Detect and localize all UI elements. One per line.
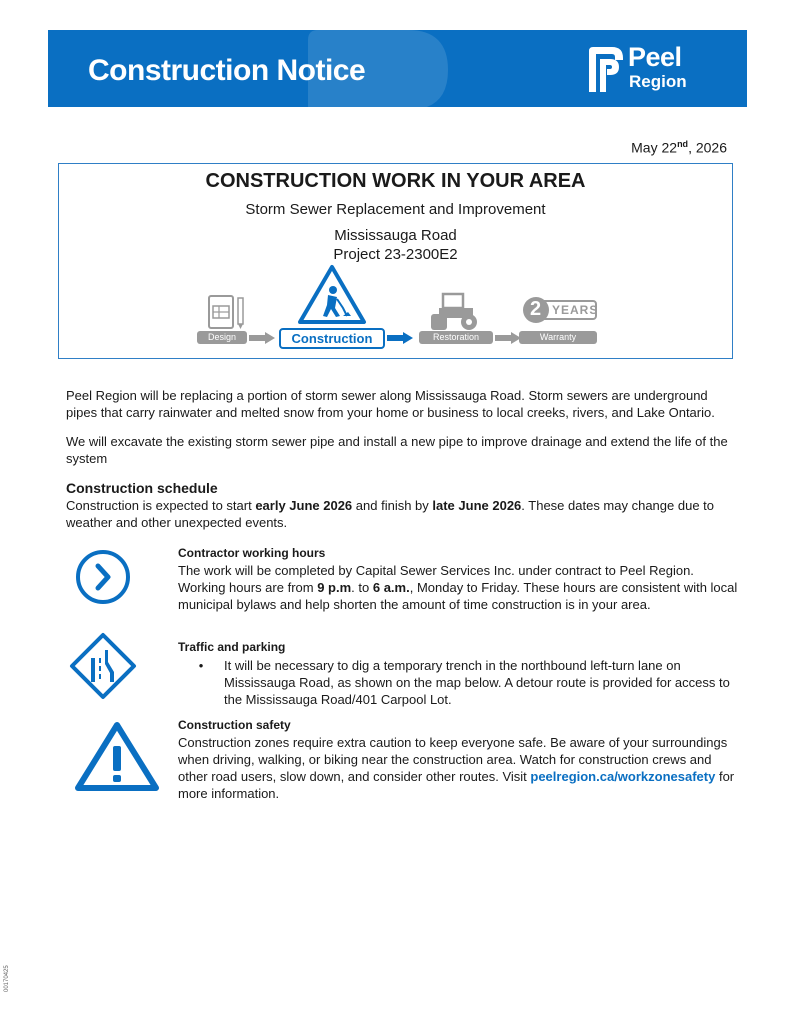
two-years-badge bbox=[522, 296, 598, 324]
project-stages bbox=[197, 264, 597, 346]
safety-text-after: for more information. bbox=[178, 769, 735, 801]
road-roller-icon bbox=[429, 292, 485, 330]
document-code: 00170425 bbox=[4, 965, 10, 992]
schedule-start: early June 2026 bbox=[255, 498, 353, 513]
hours-text bbox=[178, 562, 738, 613]
intro-paragraph-1: Peel Region will be replacing a portion of storm sewer along Mississauga Road. Storm sewers are underground pipes that carry rainwater and melted snow from your home or business to local creeks, rivers, and Lake Ontario. bbox=[66, 388, 715, 420]
schedule-finish: late June 2026 bbox=[432, 498, 522, 513]
project-number: Project 23-2300E2 bbox=[333, 246, 458, 263]
intro-paragraph-2: We will excavate the existing storm sewer pipe and install a new pipe to improve drainage and extend the life of the system bbox=[66, 434, 728, 466]
header-banner bbox=[48, 30, 747, 107]
lane-merge-road-icon bbox=[69, 632, 137, 700]
schedule-text-a: Construction is expected to start bbox=[66, 498, 256, 513]
badge-years: YEARS bbox=[552, 303, 599, 317]
warning-triangle-icon bbox=[74, 720, 160, 792]
hours-to: 6 a.m. bbox=[372, 580, 410, 595]
arrow-right-icon bbox=[249, 332, 275, 344]
schedule-text-b: and finish by bbox=[352, 498, 433, 513]
stage-warranty-label: Warranty bbox=[519, 331, 597, 344]
arrow-right-icon bbox=[387, 332, 413, 344]
stage-construction-label: Construction bbox=[279, 328, 385, 349]
traffic-bullet bbox=[178, 657, 738, 708]
date-year: , 2026 bbox=[688, 139, 727, 156]
hours-section bbox=[178, 545, 738, 613]
project-road: Mississauga Road bbox=[334, 227, 457, 244]
peel-region-logo bbox=[586, 43, 696, 95]
safety-text bbox=[178, 734, 738, 802]
stage-design-label: Design bbox=[197, 331, 247, 344]
workzone-safety-link[interactable]: peelregion.ca/workzonesafety bbox=[530, 769, 716, 784]
hours-heading: Contractor working hours bbox=[178, 546, 326, 560]
safety-section bbox=[178, 717, 738, 802]
schedule-text-c: . These dates may change due to weather and other unexpected events. bbox=[66, 498, 715, 530]
project-subtitle: Storm Sewer Replacement and Improvement bbox=[245, 201, 546, 218]
logo-word-region: Region bbox=[629, 72, 687, 91]
notice-date bbox=[631, 139, 727, 156]
bullet-dot-icon: • bbox=[198, 658, 204, 673]
stage-restoration-label: Restoration bbox=[419, 331, 493, 344]
date-suffix: nd bbox=[677, 139, 689, 149]
traffic-section bbox=[178, 639, 738, 708]
schedule-text bbox=[66, 497, 731, 531]
worker-warning-icon bbox=[297, 264, 367, 326]
summary-box bbox=[58, 163, 733, 359]
traffic-bullet-text: It will be necessary to dig a temporary trench in the northbound left-turn lane on Mississauga Road, as shown on the map below. A detour route is provided for access to the Mississauga Road/401 Carpool Lot. bbox=[224, 658, 730, 707]
traffic-heading: Traffic and parking bbox=[178, 640, 286, 654]
hours-text-b: . to bbox=[351, 580, 373, 595]
page-title: Construction Notice bbox=[88, 54, 366, 87]
summary-title: CONSTRUCTION WORK IN YOUR AREA bbox=[205, 170, 586, 192]
schedule-heading: Construction schedule bbox=[66, 480, 218, 496]
hours-from: 9 p.m bbox=[317, 580, 352, 595]
hours-text-a: The work will be completed by Capital Sewer Services Inc. under contract to Peel Region. Working hours are from bbox=[178, 563, 694, 595]
safety-text-body: Construction zones require extra caution to keep everyone safe. Be aware of your surroundings when driving, walking, or biking near the construction area. Watch for construction crews and other road users, slow down, and consider other routes. Visit bbox=[178, 735, 728, 784]
arrow-right-icon bbox=[495, 332, 521, 344]
logo-word-peel: Peel bbox=[628, 42, 682, 72]
date-text: May 22 bbox=[631, 139, 678, 156]
badge-number: 2 bbox=[530, 298, 542, 320]
design-blueprint-icon bbox=[207, 294, 247, 330]
hours-text-c: , Monday to Friday. These hours are consistent with local municipal bylaws and help shorten the amount of time construction is in your area. bbox=[178, 580, 738, 612]
chevron-circle-icon bbox=[75, 549, 131, 605]
peel-logo-icon bbox=[586, 45, 626, 93]
safety-heading: Construction safety bbox=[178, 718, 291, 732]
